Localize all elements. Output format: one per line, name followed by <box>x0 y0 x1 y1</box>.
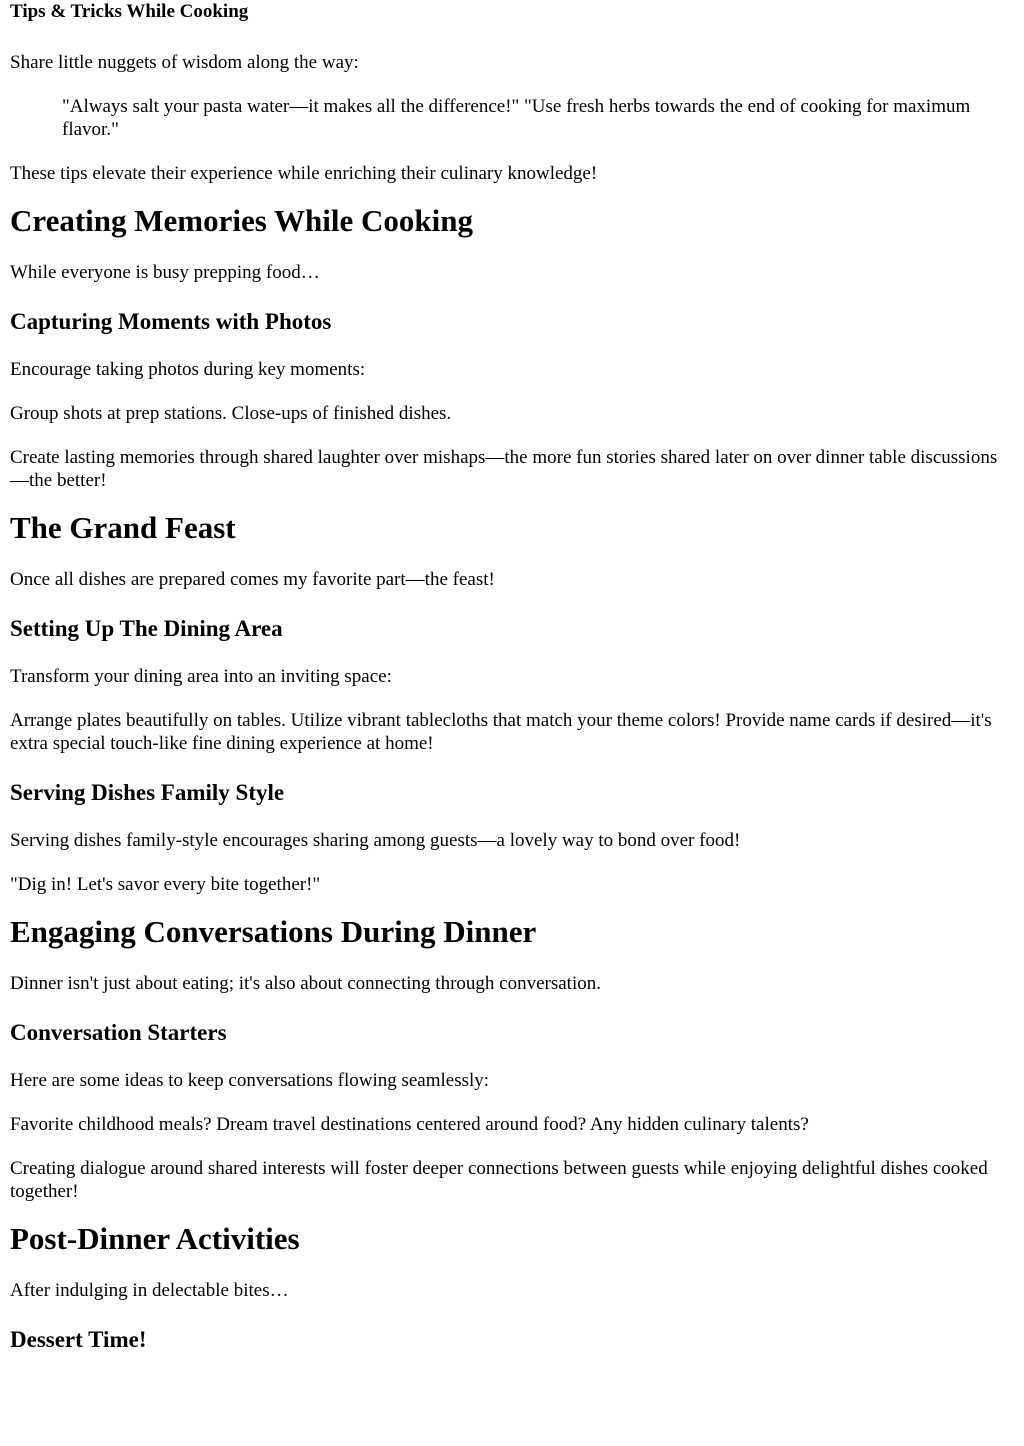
photos-list: Group shots at prep stations. Close-ups of finished dishes. <box>10 403 452 424</box>
memories-intro: While everyone is busy prepping food… <box>10 262 320 283</box>
dining-heading: Setting Up The Dining Area <box>10 616 283 641</box>
dessert-heading: Dessert Time! <box>10 1327 147 1352</box>
feast-heading: The Grand Feast <box>10 510 236 545</box>
photos-outro: Create lasting memories through shared laughter over mishaps—the more fun stories shared later on over dinner table discussions—the better! <box>10 447 998 491</box>
tips-heading: Tips & Tricks While Cooking <box>10 1 249 22</box>
starters-list: Favorite childhood meals? Dream travel destinations centered around food? Any hidden culinary talents? <box>10 1114 809 1135</box>
photos-intro: Encourage taking photos during key moments: <box>10 359 366 380</box>
post-dinner-intro: After indulging in delectable bites… <box>10 1280 289 1301</box>
starters-outro: Creating dialogue around shared interests will foster deeper connections between guests while enjoying delightful dishes cooked together! <box>10 1158 988 1202</box>
serving-quote: "Dig in! Let's savor every bite together!" <box>10 874 321 895</box>
feast-intro: Once all dishes are prepared comes my favorite part—the feast! <box>10 569 495 590</box>
conversations-intro: Dinner isn't just about eating; it's also about connecting through conversation. <box>10 973 601 994</box>
tips-quote: "Always salt your pasta water—it makes all the difference!" "Use fresh herbs towards the end of cooking for maximum flavor." <box>62 96 971 140</box>
tips-outro: These tips elevate their experience while enriching their culinary knowledge! <box>10 163 598 184</box>
starters-intro: Here are some ideas to keep conversations flowing seamlessly: <box>10 1070 490 1091</box>
tips-intro: Share little nuggets of wisdom along the way: <box>10 52 359 73</box>
post-dinner-heading: Post-Dinner Activities <box>10 1221 300 1256</box>
dining-intro: Transform your dining area into an inviting space: <box>10 666 392 687</box>
conversations-heading: Engaging Conversations During Dinner <box>10 914 537 949</box>
photos-heading: Capturing Moments with Photos <box>10 309 332 334</box>
serving-text: Serving dishes family-style encourages sharing among guests—a lovely way to bond over food! <box>10 830 741 851</box>
serving-heading: Serving Dishes Family Style <box>10 780 285 805</box>
starters-heading: Conversation Starters <box>10 1020 227 1045</box>
dining-list: Arrange plates beautifully on tables. Utilize vibrant tablecloths that match your theme colors! Provide name cards if desired—it's extra special touch-like fine dining experience at home! <box>10 710 992 754</box>
memories-heading: Creating Memories While Cooking <box>10 203 473 238</box>
